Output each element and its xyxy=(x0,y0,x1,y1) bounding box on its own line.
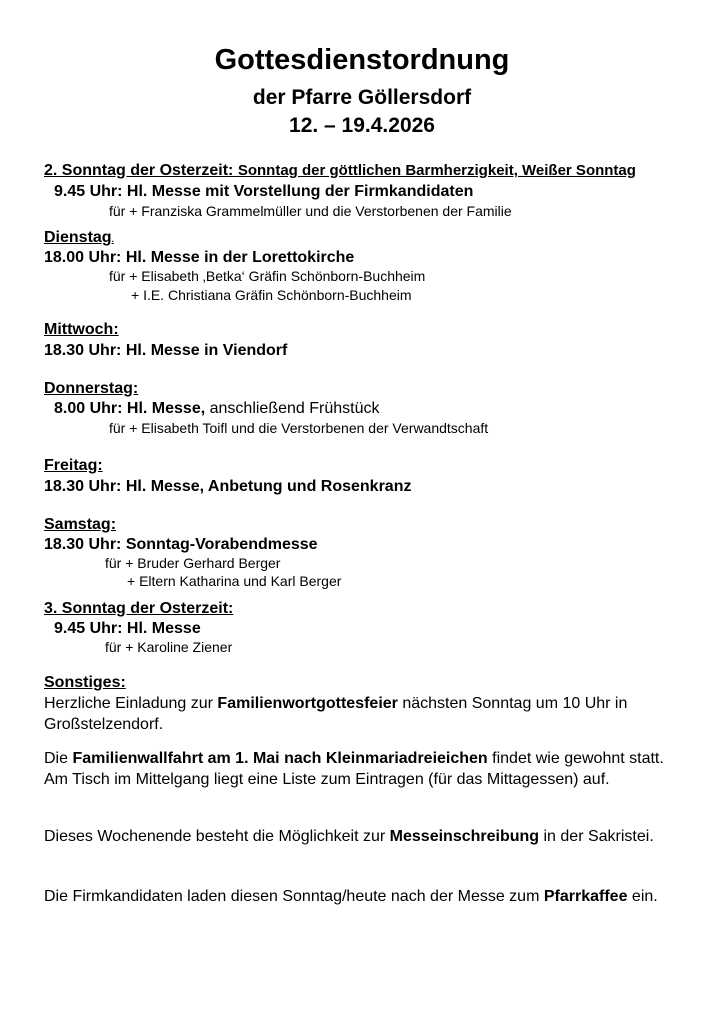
mass-sunday2: 9.45 Uhr: Hl. Messe xyxy=(54,620,201,637)
misc-paragraph-3: Dieses Wochenende besteht die Möglichkeit zur Messeinschreibung in der Sakristei. xyxy=(44,828,654,845)
intention-saturday-2: + Eltern Katharina und Karl Berger xyxy=(127,573,342,589)
intention-tuesday-2: + I.E. Christiana Gräfin Schönborn-Buchheim xyxy=(131,287,412,303)
misc-paragraph-2: Die Familienwallfahrt am 1. Mai nach Kleinmariadreieichen findet wie gewohnt statt. Am Tisch im Mittelgang liegt eine Liste zum Eintragen (für das Mittagessen) auf. xyxy=(44,750,664,788)
intention-saturday-1: für + Bruder Gerhard Berger xyxy=(105,555,281,571)
mass-thursday: 8.00 Uhr: Hl. Messe, anschließend Frühstück xyxy=(54,400,380,417)
day-heading-tuesday: Dienstag. xyxy=(44,229,114,246)
misc-paragraph-1: Herzliche Einladung zur Familienwortgottesfeier nächsten Sonntag um 10 Uhr in Großstelzendorf. xyxy=(44,695,628,733)
date-range: 12. – 19.4.2026 xyxy=(289,114,435,137)
day-heading-wednesday: Mittwoch: xyxy=(44,321,119,338)
day-heading-saturday: Samstag: xyxy=(44,516,117,533)
mass-thursday-suffix: anschließend Frühstück xyxy=(209,400,380,417)
intention-sunday1-1: für + Franziska Grammelmüller und die Verstorbenen der Familie xyxy=(109,203,512,219)
parish-subtitle: der Pfarre Göllersdorf xyxy=(252,86,472,109)
mass-saturday: 18.30 Uhr: Sonntag-Vorabendmesse xyxy=(44,536,318,553)
day-heading-sunday2: 3. Sonntag der Osterzeit: xyxy=(44,600,234,617)
mass-sunday1: 9.45 Uhr: Hl. Messe mit Vorstellung der Firmkandidaten xyxy=(54,183,474,200)
page-title: Gottesdienstordnung xyxy=(214,44,510,76)
intention-thursday-1: für + Elisabeth Toifl und die Verstorbenen der Verwandtschaft xyxy=(109,420,489,436)
misc-paragraph-4: Die Firmkandidaten laden diesen Sonntag/heute nach der Messe zum Pfarrkaffee ein. xyxy=(44,888,658,905)
sunday1-name: Sonntag der göttlichen Barmherzigkeit, Weißer Sonntag xyxy=(237,162,636,179)
day-heading-thursday: Donnerstag: xyxy=(44,380,139,397)
mass-tuesday: 18.00 Uhr: Hl. Messe in der Lorettokirche xyxy=(44,249,355,266)
intention-sunday2-1: für + Karoline Ziener xyxy=(105,639,233,655)
intention-tuesday-1: für + Elisabeth ‚Betka‘ Gräfin Schönborn-Buchheim xyxy=(109,268,426,284)
mass-friday: 18.30 Uhr: Hl. Messe, Anbetung und Rosenkranz xyxy=(44,478,412,495)
misc-heading: Sonstiges: xyxy=(44,674,126,691)
day-heading-friday: Freitag: xyxy=(44,457,103,474)
day-heading-sunday1: 2. Sonntag der Osterzeit: Sonntag der göttlichen Barmherzigkeit, Weißer Sonntag xyxy=(44,162,636,179)
mass-wednesday: 18.30 Uhr: Hl. Messe in Viendorf xyxy=(44,342,288,359)
